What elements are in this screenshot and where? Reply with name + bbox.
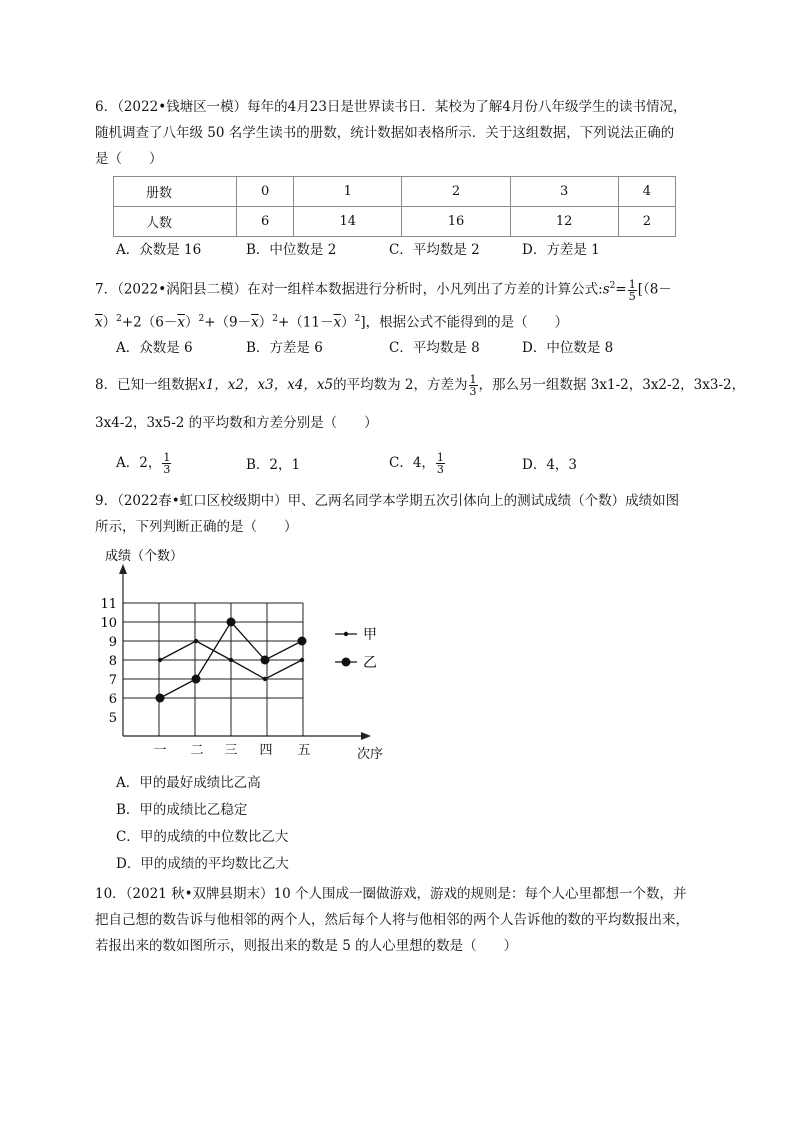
q10-line-2: 把自己想的数告诉与他相邻的两个人，然后每个人将与他相邻的两个人告诉他的数的平均数报出来， bbox=[95, 912, 689, 928]
denominator: 5 bbox=[628, 289, 636, 303]
exponent: 2 bbox=[272, 314, 278, 324]
q10-line-3: 若报出来的数如图所示，则报出来的数是 5 的人心里想的数是（ ） bbox=[95, 938, 518, 954]
q8-text: ，那么另一组数据 3x1-2，3x2-2，3x3-2， bbox=[478, 377, 746, 393]
fraction bbox=[162, 452, 171, 475]
exponent: 2 bbox=[116, 314, 122, 324]
q8-option-a bbox=[116, 452, 172, 475]
y-tick-label: 5 bbox=[108, 711, 117, 726]
q9-line-2: 所示，下列判断正确的是（ ） bbox=[95, 519, 298, 535]
q7-line-1 bbox=[95, 277, 672, 302]
data-point bbox=[156, 694, 165, 703]
q8-text: 的平均数为 2，方差为 bbox=[333, 377, 468, 393]
q8-option-d: D．4，3 bbox=[522, 457, 578, 473]
data-point bbox=[298, 637, 307, 646]
table-cell: 1 bbox=[294, 177, 402, 207]
table-cell: 6 bbox=[237, 207, 294, 237]
table-cell: 册数 bbox=[114, 177, 237, 207]
q7-text: +（9－ bbox=[204, 314, 252, 331]
q7-option-d: D．中位数是 8 bbox=[522, 340, 614, 356]
q9-option-a: A．甲的最好成绩比乙高 bbox=[116, 775, 261, 791]
q8-option-b: B．2，1 bbox=[246, 457, 301, 473]
fraction bbox=[436, 452, 445, 475]
table-cell: 4 bbox=[618, 177, 675, 207]
q7-option-b: B．方差是 6 bbox=[246, 340, 323, 356]
q6-line-2: 随机调查了八年级 50 名学生读书的册数，统计数据如表格所示．关于这组数据，下列说法正确的 bbox=[95, 125, 675, 141]
q6-line-1: 6．（2022•钱塘区一模）每年的4月23日是世界读书日．某校为了解4月份八年级学生的读书情况， bbox=[95, 99, 687, 115]
data-point bbox=[158, 658, 162, 662]
legend-marker bbox=[344, 632, 348, 636]
mean-symbol: $\overline{x}$ bbox=[95, 314, 103, 331]
fraction-one-fifth bbox=[628, 279, 637, 302]
q7-line-2 bbox=[95, 310, 568, 332]
numerator: 1 bbox=[469, 373, 477, 386]
data-point bbox=[229, 658, 233, 662]
y-tick-label: 10 bbox=[100, 616, 117, 631]
q6-option-c: C．平均数是 2 bbox=[389, 242, 480, 258]
table-row bbox=[114, 177, 676, 207]
q7-text: 7．（2022•涡阳县二模）在对一组样本数据进行分析时，小凡列出了方差的计算公式: bbox=[95, 281, 603, 298]
table-cell: 14 bbox=[294, 207, 402, 237]
x-axis-label: 次序 bbox=[357, 747, 384, 762]
table-row bbox=[114, 207, 676, 237]
q7-text: ） bbox=[184, 314, 199, 331]
exponent: 2 bbox=[354, 314, 361, 324]
data-point bbox=[261, 656, 270, 665]
denominator: 3 bbox=[469, 385, 477, 398]
mean-symbol: $\overline{x}$ bbox=[333, 314, 342, 331]
q7-text: ） bbox=[258, 314, 273, 331]
denominator: 3 bbox=[163, 463, 171, 476]
q7-text: ]，根据公式不能得到的是（ ） bbox=[360, 314, 569, 331]
q6-option-b: B．中位数是 2 bbox=[246, 242, 337, 258]
q9-option-b: B．甲的成绩比乙稳定 bbox=[116, 802, 248, 818]
legend-label: 乙 bbox=[363, 655, 377, 671]
q10-line-1: 10．（2021 秋•双牌县期末）10 个人围成一圈做游戏，游戏的规则是：每个人心里都想一个数，并 bbox=[95, 886, 687, 902]
q8-text: 8．已知一组数据 bbox=[95, 377, 199, 393]
x-tick-label: 四 bbox=[259, 743, 273, 758]
data-point bbox=[227, 618, 236, 627]
numerator: 1 bbox=[163, 451, 171, 464]
y-axis-label: 成绩（个数） bbox=[105, 549, 184, 564]
q9-option-d: D．甲的成绩的平均数比乙大 bbox=[116, 856, 289, 872]
x-axis-arrow bbox=[361, 732, 371, 740]
y-axis-arrow bbox=[119, 564, 127, 574]
chart-grid bbox=[123, 603, 303, 736]
x-tick-label: 二 bbox=[190, 743, 204, 758]
chart-axes bbox=[119, 564, 371, 740]
data-point bbox=[192, 675, 201, 684]
q7-text: ） bbox=[341, 314, 355, 331]
table-cell: 2 bbox=[618, 207, 675, 237]
table-cell: 3 bbox=[510, 177, 618, 207]
table-cell: 人数 bbox=[114, 207, 237, 237]
x-tick-label: 五 bbox=[297, 743, 311, 758]
x-tick-label: 一 bbox=[153, 743, 167, 758]
variance-symbol: s bbox=[602, 281, 610, 298]
chart-legend bbox=[335, 627, 377, 671]
q6-line-3: 是（ ） bbox=[95, 151, 163, 167]
option-text: A．2， bbox=[116, 455, 162, 471]
equals: = bbox=[615, 281, 627, 298]
numerator: 1 bbox=[628, 277, 636, 291]
x-tick-label: 三 bbox=[224, 743, 238, 758]
q8-variables: x1，x2，x3，x4，x5 bbox=[198, 377, 334, 393]
q6-data-table bbox=[113, 176, 676, 237]
y-tick-label: 7 bbox=[108, 673, 117, 688]
data-point bbox=[300, 658, 304, 662]
mean-symbol: $\overline{x}$ bbox=[177, 314, 185, 331]
exponent: 2 bbox=[609, 281, 616, 291]
fraction-one-third bbox=[469, 374, 478, 397]
table-cell: 2 bbox=[402, 177, 510, 207]
q9-option-c: C．甲的成绩的中位数比乙大 bbox=[116, 829, 289, 845]
q7-option-a: A．众数是 6 bbox=[116, 340, 193, 356]
legend-label: 甲 bbox=[363, 627, 377, 643]
numerator: 1 bbox=[436, 451, 444, 464]
table-cell: 12 bbox=[510, 207, 618, 237]
table-cell: 16 bbox=[402, 207, 510, 237]
denominator: 3 bbox=[436, 463, 444, 476]
legend-marker bbox=[342, 658, 351, 667]
q9-line-1: 9．（2022春•虹口区校级期中）甲、乙两名同学本学期五次引体向上的测试成绩（个数）成绩如图 bbox=[95, 493, 680, 509]
q6-option-d: D．方差是 1 bbox=[522, 242, 600, 258]
q7-option-c: C．平均数是 8 bbox=[389, 340, 480, 356]
q7-text: +（11－ bbox=[277, 314, 334, 331]
chart-ticks bbox=[100, 597, 310, 758]
q8-option-c bbox=[389, 452, 446, 475]
data-point bbox=[263, 677, 267, 681]
y-tick-label: 8 bbox=[108, 654, 117, 669]
q7-text: [（8－ bbox=[637, 281, 672, 298]
data-point bbox=[194, 639, 198, 643]
q8-line-2: 3x4-2，3x5-2 的平均数和方差分别是（ ） bbox=[95, 415, 378, 431]
score-line-chart bbox=[95, 540, 415, 770]
y-tick-label: 11 bbox=[100, 597, 117, 612]
q6-option-a: A．众数是 16 bbox=[116, 242, 202, 258]
mean-symbol: $\overline{x}$ bbox=[251, 314, 259, 331]
q7-text: ） bbox=[102, 314, 117, 331]
table-cell: 0 bbox=[237, 177, 294, 207]
exponent: 2 bbox=[198, 314, 205, 324]
q8-line-1 bbox=[95, 374, 745, 397]
q7-text: +2（6－ bbox=[121, 314, 178, 331]
y-tick-label: 6 bbox=[108, 692, 117, 707]
y-tick-label: 9 bbox=[108, 635, 117, 650]
option-text: C．4， bbox=[389, 455, 435, 471]
